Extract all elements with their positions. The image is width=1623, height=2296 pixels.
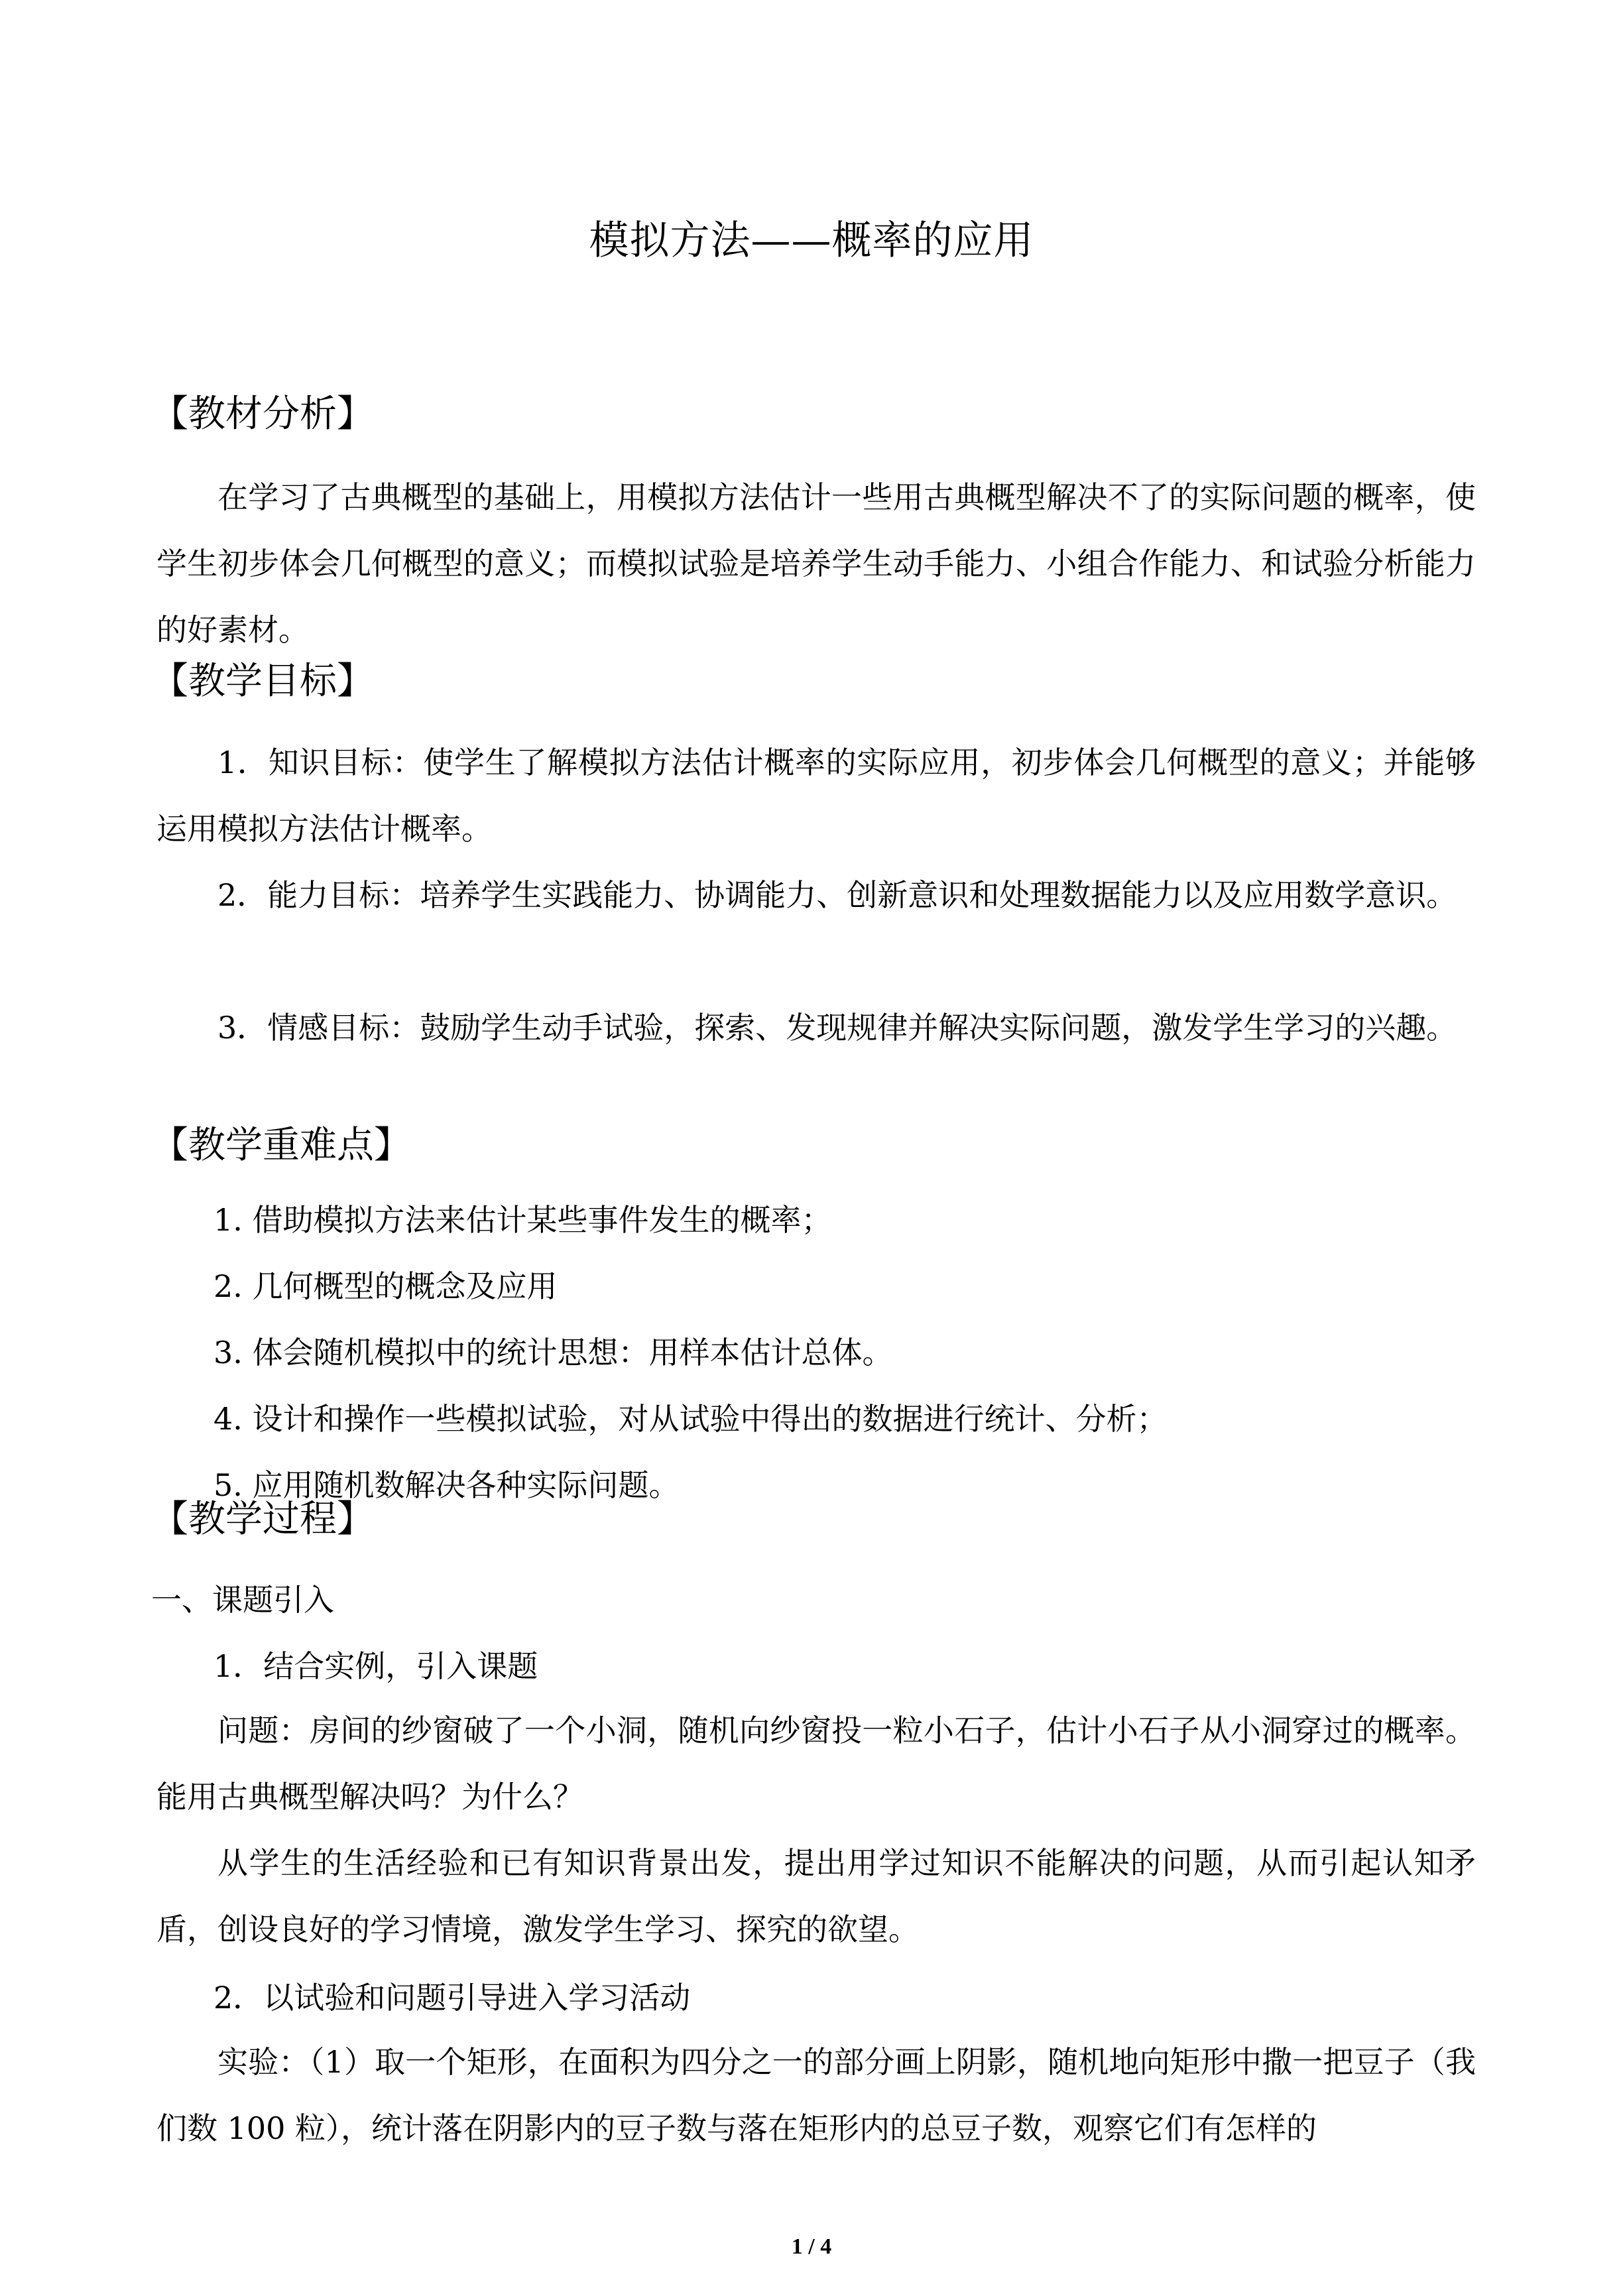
- step2-title: 2．以试验和问题引导进入学习活动: [213, 1980, 691, 2016]
- step1-title: 1．结合实例，引入课题: [213, 1648, 538, 1684]
- goal-item-1: 1．知识目标：使学生了解模拟方法估计概率的实际应用，初步体会几何概型的意义；并能够运用模拟方法估计概率。: [156, 745, 1476, 847]
- question-paragraph: 问题：房间的纱窗破了一个小洞，随机向纱窗投一粒小石子，估计小石子从小洞穿过的概率。能用古典概型解决吗？为什么？: [156, 1713, 1476, 1815]
- document-title: 模拟方法——概率的应用: [589, 217, 1034, 264]
- part1-title: 一、课题引入: [151, 1582, 334, 1618]
- key-point-5: 5. 应用随机数解决各种实际问题。: [213, 1467, 680, 1503]
- explanation-paragraph: 从学生的生活经验和已有知识背景出发，提出用学过知识不能解决的问题，从而引起认知矛盾，创设良好的学习情境，激发学生学习、探究的欲望。: [156, 1845, 1476, 1947]
- key-point-4: 4. 设计和操作一些模拟试验，对从试验中得出的数据进行统计、分析；: [213, 1401, 1168, 1437]
- goal-item-2: 2．能力目标：培养学生实践能力、协调能力、创新意识和处理数据能力以及应用数学意识。: [217, 877, 1457, 913]
- heading-analysis: 【教材分析】: [151, 393, 374, 436]
- key-point-1: 1. 借助模拟方法来估计某些事件发生的概率；: [213, 1202, 832, 1238]
- experiment-paragraph: 实验：（1）取一个矩形，在面积为四分之一的部分画上阴影，随机地向矩形中撒一把豆子（我们数 100 粒），统计落在阴影内的豆子数与落在矩形内的总豆子数，观察它们有怎样的: [156, 2044, 1476, 2146]
- heading-process: 【教学过程】: [151, 1498, 374, 1541]
- key-point-2: 2. 几何概型的概念及应用: [213, 1268, 558, 1304]
- key-point-3: 3. 体会随机模拟中的统计思想：用样本估计总体。: [213, 1335, 893, 1370]
- page-number: 1 / 4: [791, 2234, 832, 2259]
- analysis-paragraph: 在学习了古典概型的基础上，用模拟方法估计一些用古典概型解决不了的实际问题的概率，使学生初步体会几何概型的意义；而模拟试验是培养学生动手能力、小组合作能力、和试验分析能力的好素材。: [156, 479, 1476, 648]
- heading-key-points: 【教学重难点】: [151, 1124, 411, 1167]
- heading-goals: 【教学目标】: [151, 660, 374, 703]
- goal-item-3: 3．情感目标：鼓励学生动手试验，探索、发现规律并解决实际问题，激发学生学习的兴趣。: [217, 1010, 1457, 1046]
